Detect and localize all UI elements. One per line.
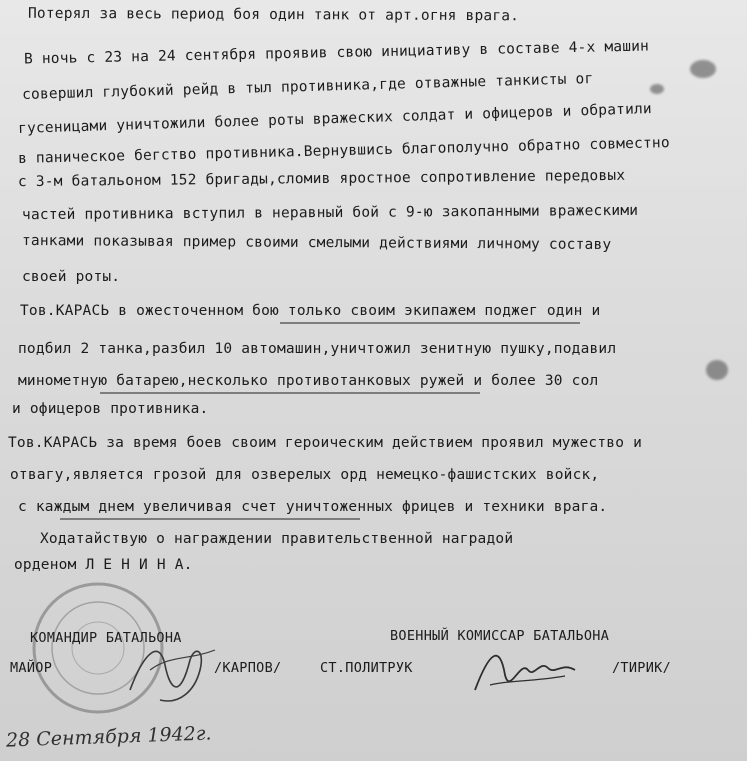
- text-line-4: гусеницами уничтожили более роты вражеских солдат и офицеров и обратили: [17, 101, 653, 137]
- text-line-18: орденом Л Е Н И Н А.: [14, 557, 193, 573]
- text-line-1: Потерял за весь период боя один танк от арт.огня врага.: [27, 5, 520, 25]
- text-line-2: В ночь с 23 на 24 сентября проявив свою инициативу в составе 4-х машин: [23, 38, 650, 68]
- ink-blot: [650, 84, 664, 94]
- text-line-15: отвагу,является грозой для озверелых орд немецко-фашистских войск,: [10, 467, 600, 483]
- text-line-14: Тов.КАРАСЬ за время боев своим героическим действием проявил мужество и: [8, 435, 643, 451]
- text-line-16: с каждым днем увеличивая счет уничтоженных фрицев и техники врага.: [18, 499, 608, 515]
- text-line-7: частей противника вступил в неравный бой с 9-ю закопанными вражескими: [21, 202, 639, 224]
- handwritten-date: 28 Сентября 1942г.: [5, 722, 212, 752]
- ink-blot: [706, 360, 728, 380]
- text-line-5: в паническое бегство противника.Вернувшись благополучно обратно совместно: [17, 135, 670, 167]
- text-line-9: своей роты.: [22, 269, 121, 285]
- commander-title: КОМАНДИР БАТАЛЬОНА: [30, 630, 182, 646]
- text-line-6: с 3-м батальоном 152 бригады,сломив яростное сопротивление передовых: [17, 167, 626, 191]
- commissar-title: ВОЕННЫЙ КОМИССАР БАТАЛЬОНА: [390, 628, 610, 644]
- major-name: /КАРПОВ/: [214, 660, 282, 676]
- pencil-underline: [280, 322, 580, 324]
- pencil-underline: [100, 392, 480, 394]
- text-line-12: минометную батарею,несколько противотанковых ружей и более 30 сол: [18, 373, 599, 389]
- politruk-name: /ТИРИК/: [612, 660, 671, 676]
- major-rank: МАЙОР: [10, 660, 53, 676]
- text-line-11: подбил 2 танка,разбил 10 автомашин,уничтожил зенитную пушку,подавил: [18, 341, 617, 357]
- text-line-10: Тов.КАРАСЬ в ожесточенном бою только своим экипажем поджег один и: [20, 303, 601, 319]
- pencil-underline: [60, 518, 360, 520]
- text-line-3: совершил глубокий рейд в тыл противника,где отважные танкисты ог: [21, 71, 594, 103]
- commissar-handwritten-signature: [470, 640, 580, 700]
- text-line-13: и офицеров противника.: [12, 401, 209, 417]
- ink-blot: [690, 60, 716, 78]
- text-line-8: танками показывая пример своими смелыми действиями личному составу: [21, 232, 612, 254]
- politruk-rank: СТ.ПОЛИТРУК: [320, 660, 413, 676]
- text-line-17: Ходатайствую о награждении правительственной наградой: [40, 531, 514, 547]
